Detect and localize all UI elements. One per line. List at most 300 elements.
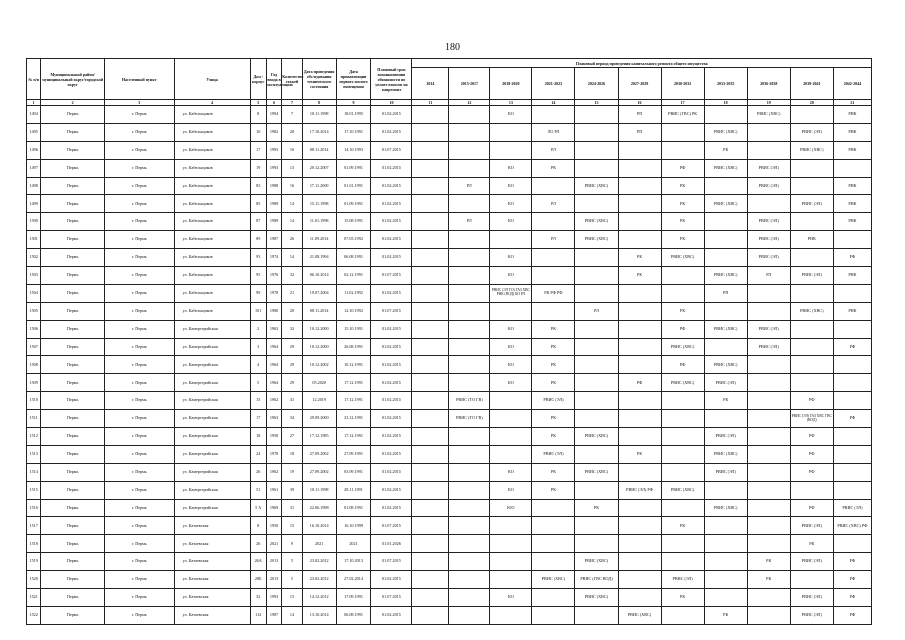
cell-floors: 7: [282, 106, 303, 124]
cell-plan-period: РК: [661, 195, 704, 213]
cell-no: 1510: [27, 392, 41, 410]
cell-municipality: Пермь: [41, 338, 105, 356]
cell-plan-period: РФ: [790, 463, 833, 481]
cell-plan-period: РК: [618, 267, 661, 285]
cell-municipality: Пермь: [41, 374, 105, 392]
header-column-number: 2: [41, 100, 105, 106]
cell-floors: 13: [282, 159, 303, 177]
cell-plan-period: РВИС (ХВС): [661, 338, 704, 356]
cell-year: 1989: [266, 213, 281, 231]
cell-house: 87: [250, 213, 266, 231]
cell-municipality: Пермь: [41, 606, 105, 624]
cell-plan-period: РФ: [618, 374, 661, 392]
cell-plan-period: [412, 213, 449, 231]
cell-plan-period: РВИС (ХВС): [704, 195, 747, 213]
cell-plan-period: [833, 535, 871, 553]
cell-year: 1978: [266, 445, 281, 463]
cell-plan-period: [490, 141, 532, 159]
cell-house: 5 А: [250, 499, 266, 517]
cell-obligation-date: 01.02.2015: [371, 231, 412, 249]
cell-plan-period: РВИС (ХВС): [575, 177, 618, 195]
cell-plan-period: [412, 606, 449, 624]
header-period: 2024-2026: [575, 68, 618, 100]
cell-plan-period: [449, 302, 490, 320]
cell-locality: г. Пермь: [104, 284, 174, 302]
cell-municipality: Пермь: [41, 571, 105, 589]
cell-plan-period: [618, 356, 661, 374]
header-column-number: 7: [282, 100, 303, 106]
cell-plan-period: РФ: [833, 553, 871, 571]
cell-plan-period: [490, 410, 532, 428]
cell-survey-date: 17.11.2000: [302, 177, 336, 195]
cell-plan-period: РП: [704, 284, 747, 302]
cell-plan-period: РК: [704, 392, 747, 410]
cell-plan-period: [704, 338, 747, 356]
cell-plan-period: [661, 445, 704, 463]
cell-street: ул. Кабельщиков: [174, 249, 250, 267]
cell-municipality: Пермь: [41, 267, 105, 285]
cell-plan-period: [747, 535, 790, 553]
cell-plan-period: [449, 106, 490, 124]
cell-street: ул. Камергерийская: [174, 445, 250, 463]
table-row: [27, 249, 872, 267]
cell-plan-period: РФ: [661, 159, 704, 177]
cell-obligation-date: 01.07.2015: [371, 517, 412, 535]
cell-plan-period: [412, 463, 449, 481]
cell-plan-period: РНК: [833, 302, 871, 320]
cell-plan-period: [747, 428, 790, 446]
cell-locality: г. Пермь: [104, 571, 174, 589]
cell-house: 101: [250, 302, 266, 320]
cell-no: 1503: [27, 267, 41, 285]
cell-plan-period: [532, 589, 575, 607]
cell-plan-period: РВИС (ХВС): [704, 356, 747, 374]
cell-plan-period: РЛ: [449, 213, 490, 231]
cell-plan-period: [575, 320, 618, 338]
header-period: 2030-2032: [661, 68, 704, 100]
table-row: [27, 231, 872, 249]
cell-obligation-date: 01.02.2015: [371, 606, 412, 624]
cell-street: ул. Кабельщиков: [174, 267, 250, 285]
cell-plan-period: КО: [490, 267, 532, 285]
cell-plan-period: [618, 141, 661, 159]
cell-plan-period: РВИС (ЭЛ): [532, 392, 575, 410]
cell-plan-period: [449, 535, 490, 553]
cell-municipality: Пермь: [41, 320, 105, 338]
cell-plan-period: [412, 392, 449, 410]
header-period: 2027-2029: [618, 68, 661, 100]
cell-plan-period: [532, 213, 575, 231]
cell-plan-period: РФ: [833, 410, 871, 428]
header-column-number: 6: [266, 100, 281, 106]
cell-municipality: Пермь: [41, 284, 105, 302]
cell-plan-period: [833, 481, 871, 499]
cell-plan-period: РВИС (ХВС): [661, 249, 704, 267]
cell-plan-period: [575, 106, 618, 124]
cell-plan-period: [704, 106, 747, 124]
cell-plan-period: [575, 517, 618, 535]
cell-plan-period: [449, 571, 490, 589]
cell-plan-period: [661, 535, 704, 553]
cell-plan-period: КО: [490, 463, 532, 481]
cell-privatization-date: 11.02.1992: [336, 284, 371, 302]
cell-plan-period: РВИС (ХВС): [704, 159, 747, 177]
cell-survey-date: 17.10.2014: [302, 123, 336, 141]
cell-privatization-date: 26.08.1991: [336, 338, 371, 356]
header-column-number: 14: [532, 100, 575, 106]
cell-plan-period: РВИС (ХВС): [575, 589, 618, 607]
cell-plan-period: [532, 106, 575, 124]
cell-plan-period: [747, 374, 790, 392]
cell-plan-period: [661, 123, 704, 141]
table-row: [27, 302, 872, 320]
cell-municipality: Пермь: [41, 445, 105, 463]
cell-plan-period: РФ: [790, 392, 833, 410]
table-row: [27, 571, 872, 589]
header-column-number: 17: [661, 100, 704, 106]
cell-plan-period: РВИС (ЭЛ): [790, 195, 833, 213]
cell-privatization-date: 28.11.1991: [336, 481, 371, 499]
cell-plan-period: РВИС (ЭЛ): [790, 589, 833, 607]
cell-no: 1506: [27, 320, 41, 338]
cell-year: 2013: [266, 571, 281, 589]
cell-floors: 29: [282, 356, 303, 374]
cell-privatization-date: 15.08.1991: [336, 213, 371, 231]
cell-plan-period: РФ: [833, 249, 871, 267]
cell-plan-period: РК: [661, 213, 704, 231]
cell-locality: г. Пермь: [104, 517, 174, 535]
cell-plan-period: [618, 195, 661, 213]
cell-floors: 26: [282, 231, 303, 249]
cell-year: 1994: [266, 106, 281, 124]
cell-plan-period: РФ: [833, 606, 871, 624]
cell-plan-period: РФ: [833, 338, 871, 356]
cell-plan-period: РВИС (ЭЛ) ГАЗ ХВС ГВС (ВОД): [790, 410, 833, 428]
cell-street: ул. Камергерийская: [174, 499, 250, 517]
cell-plan-period: РЛ: [532, 231, 575, 249]
cell-plan-period: [449, 463, 490, 481]
cell-no: 1511: [27, 410, 41, 428]
cell-plan-period: РВИС (ХВС): [747, 106, 790, 124]
cell-plan-period: [532, 606, 575, 624]
table-row: [27, 177, 872, 195]
cell-plan-period: РВИС (ХВС): [575, 463, 618, 481]
cell-no: 1512: [27, 428, 41, 446]
cell-year: 1963: [266, 320, 281, 338]
table-row: [27, 123, 872, 141]
cell-plan-period: [490, 606, 532, 624]
cell-plan-period: РП: [618, 123, 661, 141]
cell-obligation-date: 01.01.2026: [371, 535, 412, 553]
cell-plan-period: РФ: [833, 571, 871, 589]
cell-house: 24: [250, 445, 266, 463]
cell-year: 1964: [266, 356, 281, 374]
cell-locality: г. Пермь: [104, 267, 174, 285]
cell-privatization-date: 03.09.1991: [336, 463, 371, 481]
cell-plan-period: РВИС (ЭЛ): [747, 177, 790, 195]
cell-survey-date: 23.02.2012: [302, 571, 336, 589]
cell-obligation-date: 01.07.2015: [371, 553, 412, 571]
cell-plan-period: РВИС (ЭЛ): [661, 571, 704, 589]
cell-obligation-date: 01.02.2015: [371, 249, 412, 267]
cell-obligation-date: 01.02.2015: [371, 356, 412, 374]
header-street: Улица: [174, 59, 250, 100]
cell-plan-period: [412, 284, 449, 302]
cell-privatization-date: 17.09.1991: [336, 589, 371, 607]
header-column-number: 9: [336, 100, 371, 106]
cell-no: 1517: [27, 517, 41, 535]
cell-floors: 19: [282, 463, 303, 481]
cell-plan-period: [449, 141, 490, 159]
table-row: [27, 213, 872, 231]
cell-year: 1980: [266, 302, 281, 320]
cell-survey-date: 06.10.2014: [302, 267, 336, 285]
cell-floors: 31: [282, 499, 303, 517]
cell-obligation-date: 01.07.2015: [371, 141, 412, 159]
table-row: [27, 141, 872, 159]
cell-plan-period: [412, 553, 449, 571]
cell-obligation-date: 01.02.2015: [371, 499, 412, 517]
cell-plan-period: [618, 177, 661, 195]
cell-plan-period: [790, 320, 833, 338]
cell-house: 85: [250, 195, 266, 213]
cell-house: 8: [250, 106, 266, 124]
cell-privatization-date: 18.01.1995: [336, 106, 371, 124]
cell-plan-period: РК: [790, 535, 833, 553]
cell-plan-period: [412, 481, 449, 499]
cell-plan-period: [618, 535, 661, 553]
cell-street: ул. Кабельщиков: [174, 106, 250, 124]
cell-house: 3: [250, 338, 266, 356]
cell-floors: 16: [282, 177, 303, 195]
cell-plan-period: РВИС (ХВС): [704, 320, 747, 338]
cell-no: 1520: [27, 571, 41, 589]
table-row: [27, 499, 872, 517]
cell-plan-period: РВИС (ХВС): [704, 499, 747, 517]
cell-plan-period: [790, 213, 833, 231]
cell-survey-date: 13.10.2014: [302, 606, 336, 624]
cell-municipality: Пермь: [41, 410, 105, 428]
header-period: 2018-2020: [490, 68, 532, 100]
cell-plan-period: [575, 267, 618, 285]
cell-plan-period: РВИС (ХВС): [661, 481, 704, 499]
cell-plan-period: [661, 284, 704, 302]
cell-plan-period: [618, 392, 661, 410]
cell-year: 1950: [266, 517, 281, 535]
cell-year: 1993: [266, 589, 281, 607]
cell-municipality: Пермь: [41, 535, 105, 553]
cell-plan-period: [532, 517, 575, 535]
cell-plan-period: РВИС (ХВС): [618, 606, 661, 624]
cell-municipality: Пермь: [41, 249, 105, 267]
cell-obligation-date: 01.02.2015: [371, 177, 412, 195]
cell-privatization-date: 15.10.1991: [336, 320, 371, 338]
cell-plan-period: КО: [490, 356, 532, 374]
cell-plan-period: [449, 499, 490, 517]
cell-plan-period: РФ: [790, 499, 833, 517]
cell-plan-period: [412, 231, 449, 249]
cell-plan-period: [449, 374, 490, 392]
cell-plan-period: [412, 589, 449, 607]
cell-privatization-date: 06.08.1991: [336, 606, 371, 624]
cell-floors: 34: [282, 410, 303, 428]
cell-plan-period: [449, 338, 490, 356]
cell-plan-period: [661, 606, 704, 624]
cell-plan-period: [449, 195, 490, 213]
cell-municipality: Пермь: [41, 106, 105, 124]
header-period: 2021-2023: [532, 68, 575, 100]
cell-plan-period: РВИС (ЭЛ): [704, 463, 747, 481]
cell-locality: г. Пермь: [104, 374, 174, 392]
cell-locality: г. Пермь: [104, 428, 174, 446]
cell-plan-period: РВИС (ЭЛ): [790, 606, 833, 624]
cell-plan-period: [747, 410, 790, 428]
table-row: [27, 284, 872, 302]
cell-house: 83: [250, 177, 266, 195]
cell-survey-date: 14.12.2012: [302, 589, 336, 607]
cell-plan-period: [747, 463, 790, 481]
cell-year: 1989: [266, 195, 281, 213]
cell-locality: г. Пермь: [104, 589, 174, 607]
cell-privatization-date: 16.10.1999: [336, 517, 371, 535]
cell-floors: 29: [282, 374, 303, 392]
cell-survey-date: 11.01.1998: [302, 213, 336, 231]
cell-plan-period: [412, 445, 449, 463]
cell-plan-period: [747, 302, 790, 320]
cell-privatization-date: 02.12.1991: [336, 267, 371, 285]
cell-survey-date: 22.06.1998: [302, 499, 336, 517]
cell-plan-period: РЛ: [532, 141, 575, 159]
header-period: 2036-2038: [747, 68, 790, 100]
table-row: [27, 553, 872, 571]
cell-privatization-date: 23.12.1991: [336, 410, 371, 428]
cell-plan-period: РНК: [833, 213, 871, 231]
cell-plan-period: [490, 535, 532, 553]
cell-plan-period: [704, 249, 747, 267]
cell-no: 1496: [27, 141, 41, 159]
cell-locality: г. Пермь: [104, 338, 174, 356]
cell-plan-period: РНК: [833, 177, 871, 195]
cell-plan-period: [833, 445, 871, 463]
cell-locality: г. Пермь: [104, 481, 174, 499]
cell-plan-period: [412, 123, 449, 141]
cell-house: 4: [250, 356, 266, 374]
header-column-number: 20: [790, 100, 833, 106]
cell-year: 1962: [266, 392, 281, 410]
cell-locality: г. Пермь: [104, 123, 174, 141]
cell-municipality: Пермь: [41, 302, 105, 320]
cell-floors: 29: [282, 338, 303, 356]
cell-obligation-date: 01.02.2015: [371, 195, 412, 213]
cell-plan-period: РФ: [790, 428, 833, 446]
cell-floors: 16: [282, 141, 303, 159]
capital-repair-table: [26, 58, 872, 625]
cell-plan-period: [833, 463, 871, 481]
cell-privatization-date: 2021: [336, 535, 371, 553]
cell-plan-period: [412, 571, 449, 589]
cell-plan-period: РЛ: [449, 177, 490, 195]
cell-street: ул. Катаевская: [174, 553, 250, 571]
cell-no: 1509: [27, 374, 41, 392]
cell-locality: г. Пермь: [104, 535, 174, 553]
cell-house: 89: [250, 231, 266, 249]
cell-no: 1504: [27, 284, 41, 302]
cell-floors: 21: [282, 284, 303, 302]
cell-plan-period: [490, 571, 532, 589]
cell-plan-period: РВИС (ЭЛ): [747, 213, 790, 231]
cell-plan-period: [618, 571, 661, 589]
cell-year: 1961: [266, 481, 281, 499]
cell-plan-period: КО: [490, 213, 532, 231]
cell-plan-period: [449, 517, 490, 535]
cell-floors: 15: [282, 517, 303, 535]
cell-plan-period: [618, 428, 661, 446]
cell-plan-period: [618, 553, 661, 571]
cell-obligation-date: 01.02.2015: [371, 428, 412, 446]
header-municipality: Муниципальный район/ муниципальный округ/городской округ: [41, 59, 105, 100]
cell-plan-period: РК: [661, 177, 704, 195]
cell-floors: 32: [282, 267, 303, 285]
cell-obligation-date: 01.02.2015: [371, 463, 412, 481]
cell-street: ул. Катаевская: [174, 571, 250, 589]
cell-no: 1515: [27, 481, 41, 499]
cell-plan-period: РЛ: [532, 195, 575, 213]
cell-obligation-date: 01.07.2015: [371, 589, 412, 607]
cell-locality: г. Пермь: [104, 499, 174, 517]
cell-survey-date: 19.07.2004: [302, 284, 336, 302]
cell-plan-period: [790, 249, 833, 267]
cell-plan-period: [747, 481, 790, 499]
header-column-number: 10: [371, 100, 412, 106]
cell-plan-period: [412, 320, 449, 338]
cell-plan-period: КО: [490, 589, 532, 607]
cell-plan-period: РК: [661, 589, 704, 607]
table-row: [27, 392, 872, 410]
cell-no: 1522: [27, 606, 41, 624]
cell-locality: г. Пермь: [104, 356, 174, 374]
cell-plan-period: [449, 445, 490, 463]
cell-no: 1498: [27, 177, 41, 195]
cell-no: 1508: [27, 356, 41, 374]
cell-plan-period: КО: [490, 159, 532, 177]
cell-plan-period: [532, 302, 575, 320]
cell-privatization-date: 06.08.1991: [336, 249, 371, 267]
cell-plan-period: [833, 374, 871, 392]
cell-municipality: Пермь: [41, 195, 105, 213]
cell-year: 1982: [266, 123, 281, 141]
cell-street: ул. Кабельщиков: [174, 141, 250, 159]
cell-municipality: Пермь: [41, 553, 105, 571]
cell-obligation-date: 01.02.2015: [371, 159, 412, 177]
cell-floors: 14: [282, 606, 303, 624]
cell-plan-period: РК: [532, 410, 575, 428]
cell-locality: г. Пермь: [104, 553, 174, 571]
cell-floors: 39: [282, 481, 303, 499]
cell-year: 1958: [266, 428, 281, 446]
cell-plan-period: [532, 535, 575, 553]
cell-plan-period: РК: [618, 445, 661, 463]
cell-municipality: Пермь: [41, 392, 105, 410]
cell-plan-period: [412, 428, 449, 446]
cell-street: ул. Камергерийская: [174, 320, 250, 338]
cell-plan-period: [490, 517, 532, 535]
header-privatization-date: Дата приватизации первого жилого помещения: [336, 59, 371, 100]
cell-locality: г. Пермь: [104, 392, 174, 410]
cell-year: 1963: [266, 410, 281, 428]
cell-locality: г. Пермь: [104, 410, 174, 428]
header-period: 2033-2035: [704, 68, 747, 100]
cell-plan-period: РНК: [833, 267, 871, 285]
